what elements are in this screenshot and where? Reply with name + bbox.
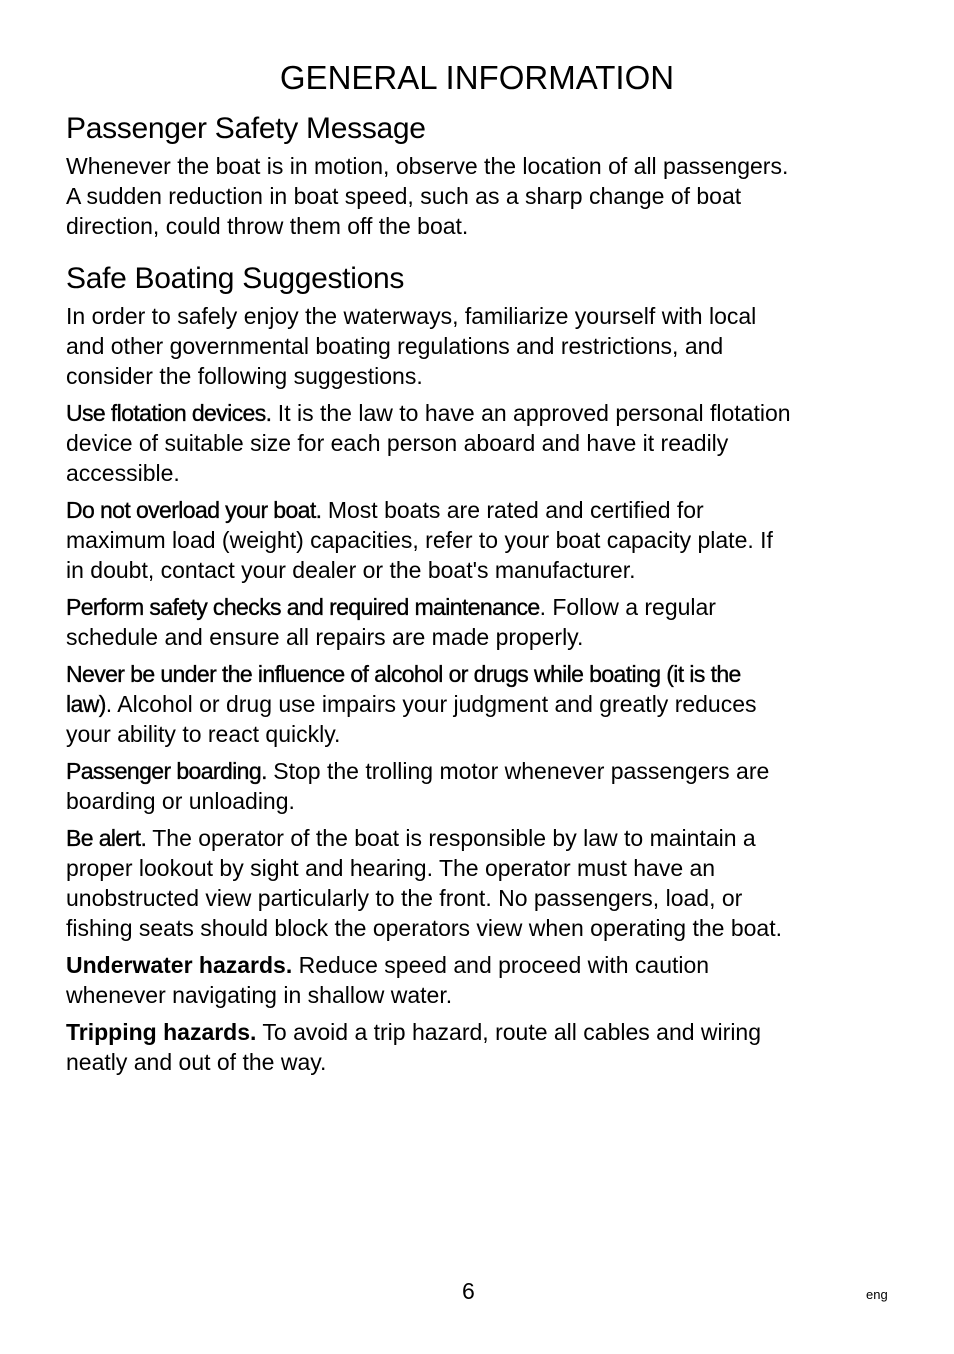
suggestion-lead: Use flotation devices.	[66, 400, 272, 426]
text-line: in doubt, contact your dealer or the boat's manufacturer.	[66, 557, 636, 583]
text-line: maximum load (weight) capacities, refer to your boat capacity plate. If	[66, 527, 773, 553]
suggestion-alcohol-drugs	[66, 659, 866, 749]
text-line: consider the following suggestions.	[66, 363, 423, 389]
suggestion-tripping-hazards	[66, 1017, 866, 1077]
text-line: Reduce speed and proceed with caution	[292, 952, 710, 978]
text-line: neatly and out of the way.	[66, 1049, 327, 1075]
suggestion-lead: Do not overload your boat.	[66, 497, 322, 523]
text-line: unobstructed view particularly to the front. No passengers, load, or	[66, 885, 743, 911]
language-code: eng	[866, 1287, 888, 1302]
text-line: Most boats are rated and certified for	[321, 497, 704, 523]
suggestion-lead: Underwater hazards.	[66, 952, 293, 978]
text-line: It is the law to have an approved personal flotation	[271, 400, 791, 426]
safe-boating-heading: Safe Boating Suggestions	[66, 262, 405, 295]
page-number: 6	[462, 1278, 475, 1304]
text-line: The operator of the boat is responsible by law to maintain a	[146, 825, 756, 851]
text-line: direction, could throw them off the boat.	[66, 213, 469, 239]
page-title: GENERAL INFORMATION	[279, 59, 675, 96]
text-line: accessible.	[66, 460, 180, 486]
suggestion-lead: Tripping hazards.	[66, 1019, 257, 1045]
text-line: and other governmental boating regulations and restrictions, and	[66, 333, 724, 359]
suggestion-safety-checks	[66, 592, 866, 652]
suggestion-lead: Perform safety checks and required maintenance	[66, 594, 540, 620]
text-line: Stop the trolling motor whenever passengers are	[266, 758, 770, 784]
passenger-safety-heading: Passenger Safety Message	[66, 112, 426, 145]
passenger-safety-paragraph	[66, 151, 866, 241]
text-line: device of suitable size for each person aboard and have it readily	[66, 430, 729, 456]
text-line: schedule and ensure all repairs are made properly.	[66, 624, 584, 650]
text-line: your ability to react quickly.	[66, 721, 341, 747]
text-line: whenever navigating in shallow water.	[66, 982, 453, 1008]
text-line: . Alcohol or drug use impairs your judgment and greatly reduces	[105, 691, 757, 717]
text-line: . Follow a regular	[539, 594, 716, 620]
text-line: proper lookout by sight and hearing. The operator must have an	[66, 855, 716, 881]
suggestion-lead: law)	[66, 691, 106, 717]
page-content	[66, 109, 866, 1084]
safe-boating-intro	[66, 301, 866, 391]
text-line: fishing seats should block the operators view when operating the boat.	[66, 915, 782, 941]
suggestion-lead: Passenger boarding.	[66, 758, 267, 784]
text-line: A sudden reduction in boat speed, such as a sharp change of boat	[66, 183, 742, 209]
text-line: In order to safely enjoy the waterways, familiarize yourself with local	[66, 303, 757, 329]
text-line: Whenever the boat is in motion, observe the location of all passengers.	[66, 153, 789, 179]
suggestion-flotation-devices	[66, 398, 866, 488]
text-line: To avoid a trip hazard, route all cables and wiring	[256, 1019, 762, 1045]
suggestion-overload	[66, 495, 866, 585]
suggestion-be-alert	[66, 823, 866, 943]
suggestion-lead: Never be under the influence of alcohol or drugs while boating (it is the	[66, 661, 741, 687]
suggestion-passenger-boarding	[66, 756, 866, 816]
suggestion-underwater-hazards	[66, 950, 866, 1010]
suggestion-lead: Be alert.	[66, 825, 147, 851]
text-line: boarding or unloading.	[66, 788, 295, 814]
